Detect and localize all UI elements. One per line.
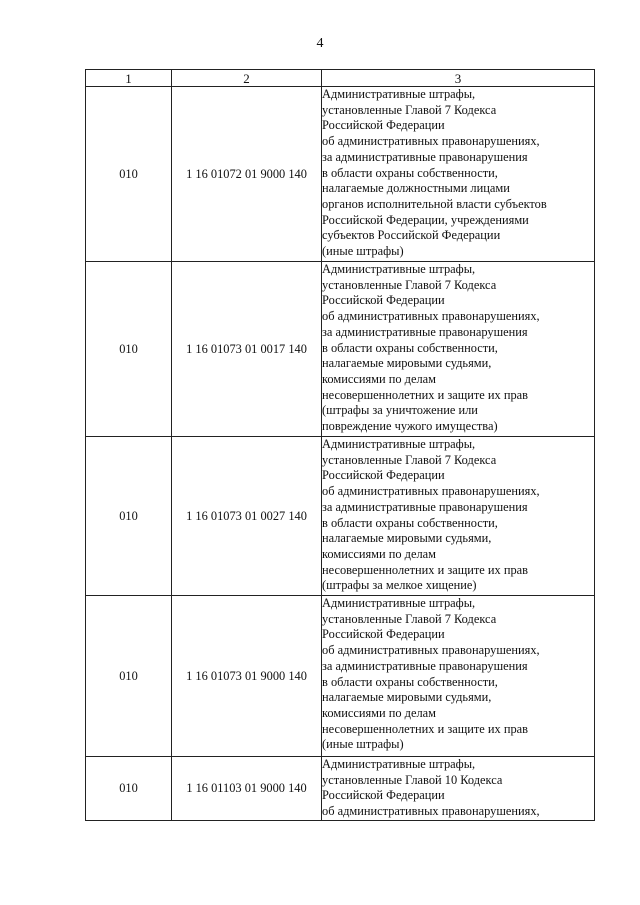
description-line: Российской Федерации: [322, 468, 445, 483]
description-line: установленные Главой 7 Кодекса: [322, 611, 497, 626]
description-line: Административные штрафы,: [322, 87, 476, 101]
description-line: установленные Главой 7 Кодекса: [322, 102, 497, 117]
table-body: [86, 87, 595, 821]
table-row: [86, 596, 595, 757]
description-cell: [322, 757, 595, 821]
description-cell: [322, 596, 595, 757]
header-col-1: 1: [86, 70, 172, 87]
description-line: налагаемые мировыми судьями,: [322, 690, 492, 705]
description-line: налагаемые должностными лицами: [322, 181, 510, 196]
description-line: об административных правонарушениях,: [322, 134, 540, 149]
kbk-code-cell: 1 16 01073 01 0017 140: [172, 262, 322, 437]
kbk-code-cell: 1 16 01072 01 9000 140: [172, 87, 322, 262]
table-header-row: [86, 70, 595, 87]
table-row: [86, 87, 595, 262]
description-line: Административные штрафы,: [322, 262, 476, 276]
description-line: об административных правонарушениях,: [322, 643, 540, 658]
description-line: за административные правонарушения: [322, 499, 528, 514]
description-line: несовершеннолетних и защите их прав: [322, 387, 529, 402]
description-line: Российской Федерации: [322, 627, 445, 642]
description-line: несовершеннолетних и защите их прав: [322, 721, 529, 736]
description-line: комиссиями по делам: [322, 546, 436, 561]
description-line: органов исполнительной власти субъектов: [322, 196, 547, 211]
description-line: в области охраны собственности,: [322, 165, 498, 180]
description-line: несовершеннолетних и защите их прав: [322, 562, 529, 577]
description-line: установленные Главой 7 Кодекса: [322, 452, 497, 467]
description-cell: [322, 262, 595, 437]
description-line: (штрафы за мелкое хищение): [322, 578, 477, 593]
description-line: за административные правонарушения: [322, 324, 528, 339]
description-line: установленные Главой 10 Кодекса: [322, 772, 503, 787]
description-line: об административных правонарушениях,: [322, 804, 540, 819]
description-line: Административные штрафы,: [322, 596, 476, 610]
revenue-codes-table: [85, 69, 595, 821]
header-col-3: 3: [322, 70, 595, 87]
admin-code-cell: 010: [86, 262, 172, 437]
table-row: [86, 262, 595, 437]
table-row: [86, 757, 595, 821]
description-line: Административные штрафы,: [322, 757, 476, 771]
description-line: комиссиями по делам: [322, 371, 436, 386]
description-line: в области охраны собственности,: [322, 340, 498, 355]
description-line: установленные Главой 7 Кодекса: [322, 277, 497, 292]
description-line: Административные штрафы,: [322, 437, 476, 451]
description-line: об административных правонарушениях,: [322, 309, 540, 324]
admin-code-cell: 010: [86, 757, 172, 821]
admin-code-cell: 010: [86, 437, 172, 596]
page-number: 4: [316, 36, 324, 51]
description-line: субъектов Российской Федерации: [322, 228, 501, 243]
description-line: (штрафы за уничтожение или: [322, 403, 478, 418]
table-row: [86, 437, 595, 596]
description-cell: [322, 437, 595, 596]
description-line: комиссиями по делам: [322, 705, 436, 720]
description-line: в области охраны собственности,: [322, 674, 498, 689]
description-line: (иные штрафы): [322, 244, 404, 259]
description-line: повреждение чужого имущества): [322, 419, 498, 434]
admin-code-cell: 010: [86, 596, 172, 757]
kbk-code-cell: 1 16 01073 01 0027 140: [172, 437, 322, 596]
description-line: за административные правонарушения: [322, 149, 528, 164]
description-line: Российской Федерации: [322, 293, 445, 308]
admin-code-cell: 010: [86, 87, 172, 262]
description-line: Российской Федерации, учреждениями: [322, 212, 529, 227]
description-line: Российской Федерации: [322, 118, 445, 133]
description-line: налагаемые мировыми судьями,: [322, 531, 492, 546]
description-line: за административные правонарушения: [322, 658, 528, 673]
kbk-code-cell: 1 16 01073 01 9000 140: [172, 596, 322, 757]
kbk-code-cell: 1 16 01103 01 9000 140: [172, 757, 322, 821]
description-line: об административных правонарушениях,: [322, 484, 540, 499]
description-line: налагаемые мировыми судьями,: [322, 356, 492, 371]
header-col-2: 2: [172, 70, 322, 87]
description-line: в области охраны собственности,: [322, 515, 498, 530]
description-line: (иные штрафы): [322, 737, 404, 752]
description-cell: [322, 87, 595, 262]
description-line: Российской Федерации: [322, 788, 445, 803]
